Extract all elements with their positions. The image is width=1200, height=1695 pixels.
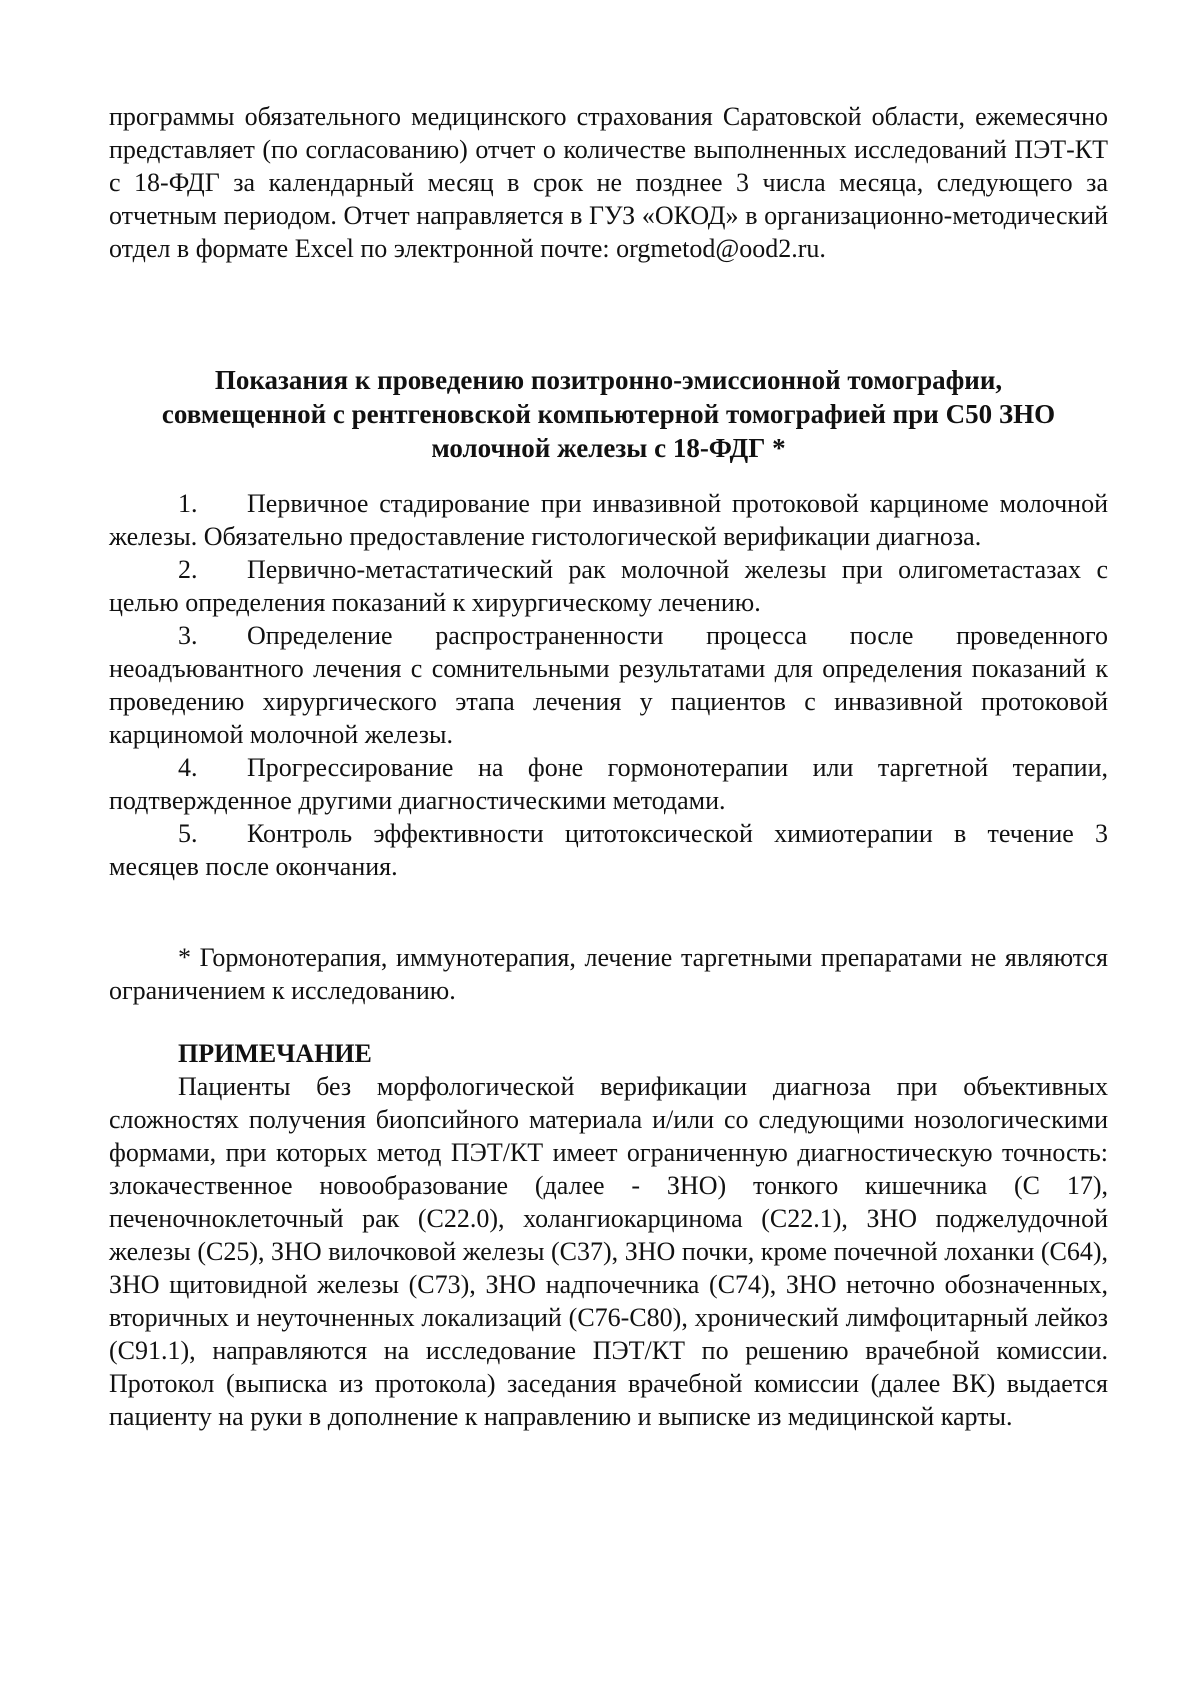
list-item-text: Контроль эффективности цитотоксической химиотерапии в течение 3 месяцев после окончания. xyxy=(109,819,1108,881)
list-item xyxy=(109,751,1108,817)
list-item-number: 2. xyxy=(178,555,198,584)
intro-text: программы обязательного медицинского страхования Саратовской области, ежемесячно представляет (по согласованию) отчет о количестве выполненных исследований ПЭТ-КТ с 18-ФДГ за календарный месяц в срок не позднее 3 числа месяца, следующего за отчетным периодом. Отчет направляется в ГУЗ «ОКОД» в организационно-методический отдел в формате Excel по электронной почте: orgmetod@ood2.ru. xyxy=(109,102,1108,263)
footnote-paragraph xyxy=(109,941,1108,1007)
list-item xyxy=(109,619,1108,751)
note-paragraph xyxy=(109,1070,1108,1433)
note-text: Пациенты без морфологической верификации диагноза при объективных сложностях получения биопсийного материала и/или со следующими нозологическими формами, при которых метод ПЭТ/КТ имеет ограниченную диагностическую точность: злокачественное новообразование (далее - ЗНО) тонкого кишечника (С 17), печеночноклеточный рак (С22.0), холангиокарцинома (С22.1), ЗНО поджелудочной железы (С25), ЗНО вилочковой железы (С37), ЗНО почки, кроме почечной лоханки (С64), ЗНО щитовидной железы (С73), ЗНО надпочечника (С74), ЗНО неточно обозначенных, вторичных и неуточненных локализаций (С76-С80), хронический лимфоцитарный лейкоз (С91.1), направляются на исследование ПЭТ/КТ по решению врачебной комиссии. Протокол (выписка из протокола) заседания врачебной комиссии (далее ВК) выдается пациенту на руки в дополнение к направлению и выписке из медицинской карты. xyxy=(109,1072,1108,1431)
section-title-line-3: молочной железы с 18-ФДГ * xyxy=(431,433,786,463)
list-item xyxy=(109,817,1108,883)
list-item-text: Определение распространенности процесса после проведенного неоадъювантного лечения с сомнительными результатами для определения показаний к проведению хирургического этапа лечения у пациентов с инвазивной протоковой карциномой молочной железы. xyxy=(109,621,1108,749)
list-item-text: Прогрессирование на фоне гормонотерапии или таргетной терапии, подтвержденное другими диагностическими методами. xyxy=(109,753,1108,815)
list-item-text: Первичное стадирование при инвазивной протоковой карциноме молочной железы. Обязательно предоставление гистологической верификации диагноза. xyxy=(109,489,1108,551)
section-title-line-1: Показания к проведению позитронно-эмиссионной томографии, xyxy=(214,365,1003,395)
indications-list xyxy=(109,487,1108,883)
list-item-number: 3. xyxy=(178,621,198,650)
list-item-number: 1. xyxy=(178,489,198,518)
list-item xyxy=(109,553,1108,619)
note-heading: ПРИМЕЧАНИЕ xyxy=(178,1039,372,1068)
intro-paragraph xyxy=(109,100,1108,265)
list-item-number: 5. xyxy=(178,819,198,848)
section-title xyxy=(109,363,1108,465)
section-title-line-2: совмещенной с рентгеновской компьютерной томографией при С50 ЗНО xyxy=(161,399,1056,429)
list-item xyxy=(109,487,1108,553)
list-item-number: 4. xyxy=(178,753,198,782)
footnote-text: * Гормонотерапия, иммунотерапия, лечение таргетными препаратами не являются ограничением к исследованию. xyxy=(109,943,1108,1005)
list-item-text: Первично-метастатический рак молочной железы при олигометастазах с целью определения показаний к хирургическому лечению. xyxy=(109,555,1108,617)
